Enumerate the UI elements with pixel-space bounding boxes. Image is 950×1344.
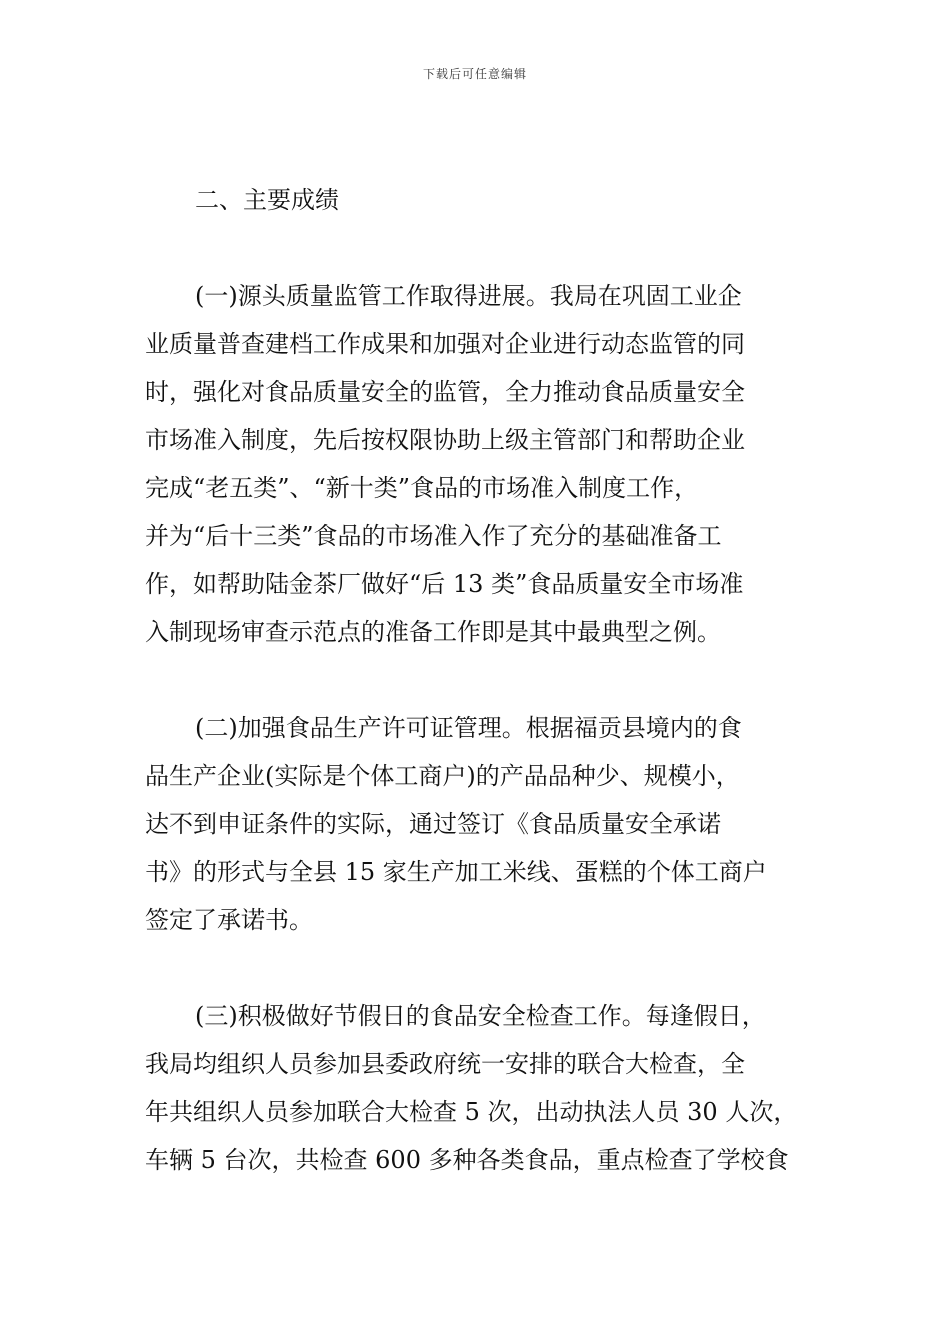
paragraph-gap xyxy=(145,224,810,272)
paragraph-gap xyxy=(145,944,810,992)
section-title: 二、主要成绩 xyxy=(195,186,339,214)
paragraph-line: 我局均组织人员参加县委政府统一安排的联合大检查，全 xyxy=(145,1050,745,1078)
page-header: 下载后可任意编辑 xyxy=(422,67,527,81)
paragraph-line: 市场准入制度，先后按权限协助上级主管部门和帮助企业 xyxy=(145,426,745,454)
paragraph-line: 达不到申证条件的实际，通过签订《食品质量安全承诺 xyxy=(145,810,721,838)
paragraph-3 xyxy=(145,992,810,1184)
document-body xyxy=(145,176,810,1184)
paragraph-line: (一)源头质量监管工作取得进展。我局在巩固工业企 xyxy=(195,282,742,310)
paragraph-line: 车辆 5 台次，共检查 600 多种各类食品，重点检查了学校食 xyxy=(145,1146,789,1174)
paragraph-line: 签定了承诺书。 xyxy=(145,906,313,934)
paragraph-line: 并为“后十三类”食品的市场准入作了充分的基础准备工 xyxy=(145,522,722,550)
paragraph-1 xyxy=(145,272,810,656)
paragraph-line: 书》的形式与全县 15 家生产加工米线、蛋糕的个体工商户 xyxy=(145,858,767,886)
paragraph-line: 业质量普查建档工作成果和加强对企业进行动态监管的同 xyxy=(145,330,745,358)
paragraph-line: 品生产企业(实际是个体工商户)的产品品种少、规模小， xyxy=(145,762,740,790)
paragraph-line: 年共组织人员参加联合大检查 5 次，出动执法人员 30 人次， xyxy=(145,1098,798,1126)
paragraph-line: 入制现场审查示范点的准备工作即是其中最典型之例。 xyxy=(145,618,721,646)
paragraph-line: (二)加强食品生产许可证管理。根据福贡县境内的食 xyxy=(195,714,742,742)
paragraph-line: (三)积极做好节假日的食品安全检查工作。每逢假日， xyxy=(195,1002,766,1030)
paragraph-2 xyxy=(145,704,810,944)
paragraph-line: 完成“老五类”、“新十类”食品的市场准入制度工作， xyxy=(145,474,699,502)
paragraph-line: 时，强化对食品质量安全的监管，全力推动食品质量安全 xyxy=(145,378,745,406)
paragraph-line: 作，如帮助陆金茶厂做好“后 13 类”食品质量安全市场准 xyxy=(145,570,744,598)
paragraph-gap xyxy=(145,656,810,704)
